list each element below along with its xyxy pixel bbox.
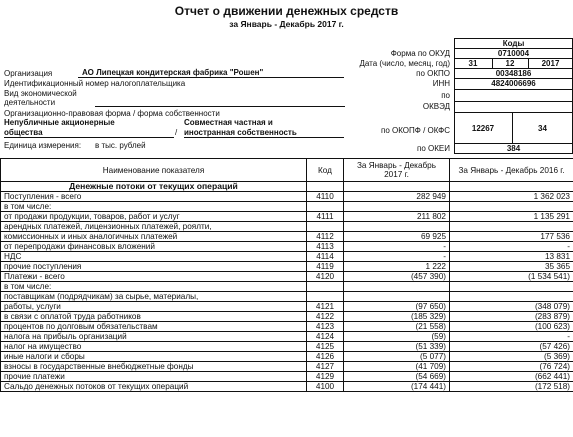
okei-code: 384: [506, 144, 521, 153]
row-value-2017: (41 709): [344, 362, 450, 372]
activity-label-2: деятельности: [4, 98, 56, 107]
table-row: [1, 262, 573, 272]
row-value-2017: -: [344, 242, 450, 252]
row-value-2017: [344, 282, 450, 292]
row-name: налога на прибыль организаций: [1, 332, 307, 342]
row-value-2016: [450, 202, 573, 212]
row-code: 4100: [307, 382, 344, 392]
row-value-2017: (185 329): [344, 312, 450, 322]
row-name: в связи с оплатой труда работников: [1, 312, 307, 322]
inn-code: 4824006696: [491, 79, 536, 88]
row-code: 4121: [307, 302, 344, 312]
row-code: 4125: [307, 342, 344, 352]
table-row: [1, 292, 573, 302]
col-header-2017: За Январь - Декабрь 2017 г.: [344, 159, 450, 182]
row-value-2016: 1 135 291: [450, 212, 573, 222]
okopf-code: 12267: [471, 124, 495, 133]
table-row: [1, 192, 573, 202]
row-code: 4119: [307, 262, 344, 272]
table-row: [1, 332, 573, 342]
row-code: 4110: [307, 192, 344, 202]
row-value-2017: (457 390): [344, 272, 450, 282]
empty-cell: [450, 182, 573, 192]
row-value-2016: (100 623): [450, 322, 573, 332]
row-name: Сальдо денежных потоков от текущих операций: [1, 382, 307, 392]
row-value-2017: (51 339): [344, 342, 450, 352]
ownership-2: иностранная собственность: [184, 128, 297, 137]
row-name: работы, услуги: [1, 302, 307, 312]
okud-label: Форма по ОКУД: [390, 49, 450, 58]
table-row: [1, 322, 573, 332]
row-value-2017: (97 650): [344, 302, 450, 312]
row-name: в том числе:: [1, 282, 307, 292]
row-code: [307, 282, 344, 292]
row-value-2017: [344, 202, 450, 212]
col-header-code: Код: [307, 159, 344, 182]
cash-flow-table: [0, 158, 573, 392]
row-value-2016: (57 426): [450, 342, 573, 352]
po-label: по: [441, 91, 450, 100]
okpo-label: по ОКПО: [416, 69, 450, 78]
row-code: 4120: [307, 272, 344, 282]
row-value-2016: (348 079): [450, 302, 573, 312]
org-label: Организация: [4, 69, 53, 78]
row-value-2016: 13 831: [450, 252, 573, 262]
table-row: [1, 252, 573, 262]
date-year: 2017: [541, 59, 560, 68]
col-header-name: Наименование показателя: [1, 159, 307, 182]
row-code: 4113: [307, 242, 344, 252]
okopf-label: по ОКОПФ / ОКФС: [381, 126, 450, 135]
table-row: [1, 202, 573, 212]
row-name: Платежи - всего: [1, 272, 307, 282]
row-code: 4124: [307, 332, 344, 342]
row-name: поставщикам (подрядчикам) за сырье, материалы,: [1, 292, 307, 302]
divider: [454, 101, 573, 102]
row-value-2016: -: [450, 242, 573, 252]
row-value-2016: [450, 282, 573, 292]
table-row: [1, 302, 573, 312]
table-row: [1, 362, 573, 372]
row-value-2016: 1 362 023: [450, 192, 573, 202]
row-name: Поступления - всего: [1, 192, 307, 202]
row-code: 4122: [307, 312, 344, 322]
row-value-2017: (54 669): [344, 372, 450, 382]
row-code: 4114: [307, 252, 344, 262]
row-value-2017: (5 077): [344, 352, 450, 362]
table-row: [1, 342, 573, 352]
okfs-code: 34: [538, 124, 547, 133]
row-value-2016: -: [450, 332, 573, 342]
report-period: за Январь - Декабрь 2017 г.: [229, 19, 344, 29]
activity-underline: [95, 106, 345, 107]
row-code: [307, 292, 344, 302]
row-code: 4126: [307, 352, 344, 362]
row-value-2017: [344, 222, 450, 232]
row-code: 4112: [307, 232, 344, 242]
okei-label: по ОКЕИ: [417, 144, 450, 153]
row-name: от перепродажи финансовых вложений: [1, 242, 307, 252]
row-value-2016: (172 518): [450, 382, 573, 392]
row-value-2016: 177 536: [450, 232, 573, 242]
row-name: взносы в государственные внебюджетные фонды: [1, 362, 307, 372]
inn-label: ИНН: [432, 79, 450, 88]
row-value-2016: 35 365: [450, 262, 573, 272]
row-value-2017: 282 949: [344, 192, 450, 202]
row-name: арендных платежей, лицензионных платежей, роялти,: [1, 222, 307, 232]
form-value-2: общества: [4, 128, 43, 137]
date-day: 31: [468, 59, 478, 68]
okud-code: 0710004: [497, 49, 530, 58]
row-name: в том числе:: [1, 202, 307, 212]
unit-value: в тыс. рублей: [95, 141, 146, 150]
empty-cell: [344, 182, 450, 192]
divider: [454, 89, 573, 90]
empty-cell: [307, 182, 344, 192]
row-value-2017: 211 802: [344, 212, 450, 222]
table-row: [1, 222, 573, 232]
table-row: [1, 352, 573, 362]
section-title: Денежные потоки от текущих операций: [1, 182, 307, 192]
table-row: [1, 242, 573, 252]
row-value-2017: (59): [344, 332, 450, 342]
okpo-code: 00348186: [495, 69, 532, 78]
table-row: [1, 282, 573, 292]
row-code: 4129: [307, 372, 344, 382]
table-row: [1, 312, 573, 322]
row-code: 4111: [307, 212, 344, 222]
row-name: налог на имущество: [1, 342, 307, 352]
row-name: комиссионных и иных аналогичных платежей: [1, 232, 307, 242]
row-value-2016: [450, 222, 573, 232]
ownership-underline: [184, 137, 344, 138]
row-value-2016: (662 441): [450, 372, 573, 382]
row-value-2017: 69 925: [344, 232, 450, 242]
ownership-1: Совместная частная и: [184, 118, 273, 127]
unit-label: Единица измерения:: [4, 141, 82, 150]
org-underline: [78, 77, 344, 78]
row-value-2017: -: [344, 252, 450, 262]
row-value-2016: (5 369): [450, 352, 573, 362]
report-title: Отчет о движении денежных средств: [174, 4, 399, 18]
row-name: НДС: [1, 252, 307, 262]
section-row: [1, 182, 573, 192]
row-code: [307, 202, 344, 212]
table-header-row: [1, 159, 573, 182]
okved-label: ОКВЭД: [422, 102, 450, 111]
row-name: иные налоги и сборы: [1, 352, 307, 362]
row-code: 4123: [307, 322, 344, 332]
activity-label-1: Вид экономической: [4, 89, 77, 98]
form-slash: /: [175, 128, 178, 137]
row-name: процентов по долговым обязательствам: [1, 322, 307, 332]
form-label: Организационно-правовая форма / форма собственности: [4, 109, 220, 118]
table-row: [1, 382, 573, 392]
table-row: [1, 372, 573, 382]
org-value: АО Липецкая кондитерская фабрика "Рошен": [82, 68, 264, 77]
row-code: [307, 222, 344, 232]
row-value-2017: (21 558): [344, 322, 450, 332]
inn-description: Идентификационный номер налогоплательщика: [4, 79, 186, 88]
row-name: прочие поступления: [1, 262, 307, 272]
form-underline: [4, 137, 174, 138]
codes-header: Коды: [502, 39, 525, 48]
row-value-2017: 1 222: [344, 262, 450, 272]
row-name: от продажи продукции, товаров, работ и услуг: [1, 212, 307, 222]
col-header-2016: За Январь - Декабрь 2016 г.: [450, 159, 573, 182]
row-value-2017: (174 441): [344, 382, 450, 392]
row-value-2016: (1 534 541): [450, 272, 573, 282]
row-value-2016: [450, 292, 573, 302]
date-label: Дата (число, месяц, год): [359, 59, 450, 68]
date-month: 12: [505, 59, 515, 68]
table-row: [1, 232, 573, 242]
row-name: прочие платежи: [1, 372, 307, 382]
row-value-2017: [344, 292, 450, 302]
table-row: [1, 212, 573, 222]
form-value-1: Непубличные акционерные: [4, 118, 115, 127]
divider: [454, 112, 573, 113]
row-value-2016: (283 879): [450, 312, 573, 322]
row-code: 4127: [307, 362, 344, 372]
row-value-2016: (76 724): [450, 362, 573, 372]
table-row: [1, 272, 573, 282]
